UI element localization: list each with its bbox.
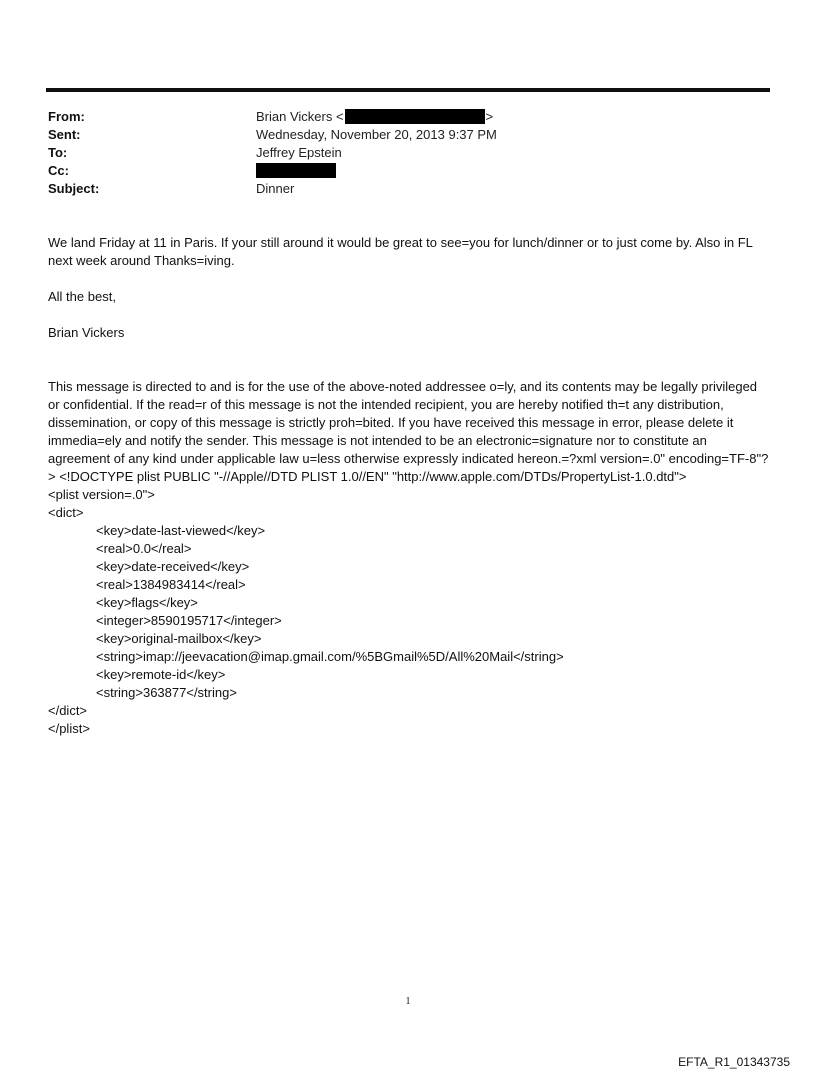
redacted-cc [256, 163, 336, 178]
sent-label: Sent: [48, 126, 81, 142]
cc-row [48, 161, 768, 179]
from-row [48, 107, 768, 125]
dict-line: <real>0.0</real> [96, 541, 192, 556]
sent-value: Wednesday, November 20, 2013 9:37 PM [256, 126, 497, 142]
cc-value [256, 163, 336, 178]
header-rule [46, 88, 770, 92]
dict-lines [48, 522, 772, 702]
email-body [48, 234, 772, 738]
document-id: EFTA_R1_01343735 [678, 1055, 790, 1069]
email-header [48, 107, 768, 197]
cc-label: Cc: [48, 162, 69, 178]
closing: All the best, [48, 289, 116, 304]
dict-open: <dict> [48, 505, 84, 520]
to-row [48, 143, 768, 161]
message-paragraph: We land Friday at 11 in Paris. If your still around it would be great to see=you for lunch/dinner or to just come by. Also in FL next week around Thanks=iving. [48, 235, 753, 268]
page-number: 1 [405, 996, 411, 1007]
signature: Brian Vickers [48, 325, 125, 340]
dict-line: <string>imap://jeevacation@imap.gmail.com/%5BGmail%5D/All%20Mail</string> [96, 649, 564, 664]
dict-close: </dict> [48, 703, 88, 718]
dict-line: <real>1384983414</real> [96, 577, 246, 592]
disclaimer: This message is directed to and is for the use of the above-noted addressee o=ly, and its contents may be legally privileged or confidential. If the read=r of this message is not the intended recipient, you are hereby notified th=t any distribution, dissemination, or copy of this message is strictly proh=bited. If you have received this message in error, please delete it immedia=ely and notify the sender. This message is not intended to be an electronic=signature nor to constitute an agreement of any kind under applicable law u=less otherwise expressly indicated hereon.=?xml version=.0" encoding=TF-8"?> <!DOCTYPE plist PUBLIC "-//Apple//DTD PLIST 1.0//EN" "http://www.apple.com/DTDs/PropertyList-1.0.dtd"> [48, 379, 769, 484]
from-close: > [485, 108, 494, 124]
sent-row [48, 125, 768, 143]
to-label: To: [48, 144, 68, 160]
dict-line: <key>original-mailbox</key> [96, 631, 262, 646]
dict-line: <key>date-last-viewed</key> [96, 523, 266, 538]
from-name: Brian Vickers < [256, 108, 344, 124]
from-label: From: [48, 108, 85, 124]
plist-close: </plist> [48, 721, 90, 736]
subject-row [48, 179, 768, 197]
dict-line: <key>date-received</key> [96, 559, 250, 574]
to-value: Jeffrey Epstein [256, 144, 342, 160]
subject-label: Subject: [48, 180, 100, 196]
dict-line: <key>remote-id</key> [96, 667, 226, 682]
from-value [256, 109, 493, 124]
plist-open: <plist version=.0"> [48, 487, 155, 502]
redacted-email [345, 109, 485, 124]
dict-line: <integer>8590195717</integer> [96, 613, 282, 628]
dict-line: <string>363877</string> [96, 685, 237, 700]
subject-value: Dinner [256, 180, 295, 196]
dict-line: <key>flags</key> [96, 595, 198, 610]
